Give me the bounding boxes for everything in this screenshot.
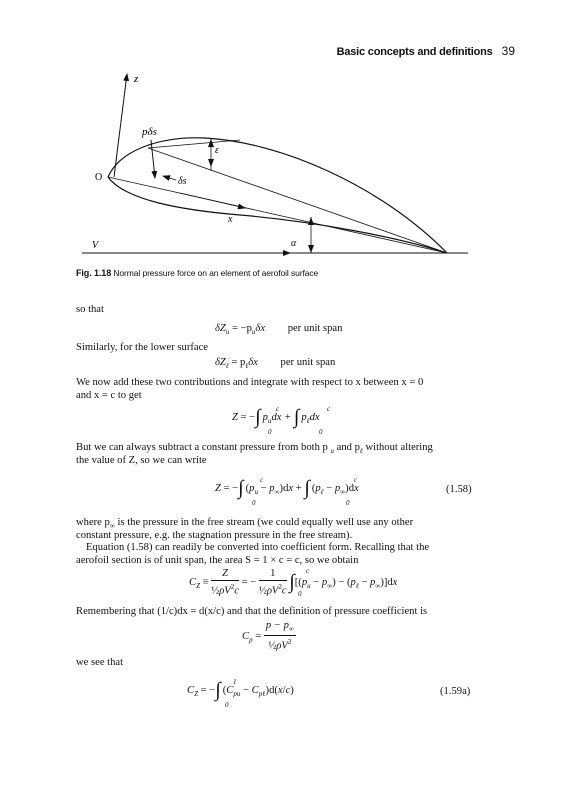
label-v: V [92,240,99,251]
caption-number: Fig. 1.18 [76,268,112,278]
equation-cz-definition: $C_Z$ ≡ $\frac{Z}{\frac{1}{2}\rho V^2c}$ = − $\frac{1}{\frac{1}{2}\rho V^2c}$ $\int[(p_u - p_\infty) - (p_\ell - p_\infty)]dx$ [189,568,398,597]
label-p-ds: pδs [142,126,157,138]
paragraph-where-line1: where $p_\infty$ is the pressure in the free stream (we could equally well use any other [76,517,414,531]
equation-dzl: $\delta Z_\ell = p_\ell\delta x$ per unit span [215,357,336,371]
ds-arrow [163,176,176,180]
equation-number-1-59a: (1.59a) [440,686,471,697]
page-number: 39 [501,44,515,58]
label-z: z [134,73,139,85]
paragraph-where-line2: constant pressure, e.g. the stagnation pressure in the free stream). [76,530,353,541]
paragraph-integrate-line2: and x = c to get [76,390,142,401]
label-ds: δs [178,176,187,187]
z-axis [114,74,127,177]
paragraph-we-see: we see that [76,657,124,668]
caption-text: Normal pressure force on an element of aerofoil surface [113,268,319,278]
figure-caption [76,268,318,278]
paragraph-coefficient-line1: Equation (1.58) can readily be converted into coefficient form. Recalling that the [86,542,430,553]
paragraph-integrate-line1: We now add these two contributions and integrate with respect to x between x = 0 [76,377,424,388]
x-axis-arrow [180,193,245,208]
paragraph-subtract-line1: But we can always subtract a constant pressure from both p $_u$ and $p_\ell$ without altering [76,442,433,456]
equation-1-58: Z = −∫ $(p_u - p_\infty)dx$ + ∫ $(p_\ell - p_\infty)dx$ [215,477,359,499]
label-x: x [228,214,233,225]
paragraph-remembering: Remembering that (1/c)dx = d(x/c) and that the definition of pressure coefficient is [76,606,428,617]
label-alpha: α [291,238,297,249]
paragraph-subtract-line2: the value of Z, so we can write [76,455,207,466]
label-origin: O [95,172,103,183]
equation-dzu: $\delta Z_u = -p_u\delta x$ per unit span [215,323,343,337]
equation-1-59a: $C_Z$ = −∫ $(C_{pu} - C_{p\ell})d(x/c)$ [187,679,294,701]
paragraph-so-that: so that [76,304,104,315]
equation-z-integral: Z = −∫ $p_udx$ + ∫ $p_\ell dx$ [232,406,320,428]
equation-number-1-58: (1.58) [446,484,472,495]
equation-cp-definition: $C_p$ = $\frac{p - p_\infty}{\frac{1}{2}\rho V^2}$ [242,620,294,652]
tangent-line [148,148,447,253]
label-epsilon: ε [215,145,219,156]
paragraph-coefficient-line2: aerofoil section is of unit span, the area S = 1 × c = c, so we obtain [76,555,359,566]
section-title: Basic concepts and definitions [336,46,493,58]
aerofoil-upper-surface [108,138,447,253]
pressure-arrow [151,140,155,178]
paragraph-lower-surface: Similarly, for the lower surface [76,342,208,353]
chord-line [108,177,447,253]
aerofoil-figure [0,0,563,280]
